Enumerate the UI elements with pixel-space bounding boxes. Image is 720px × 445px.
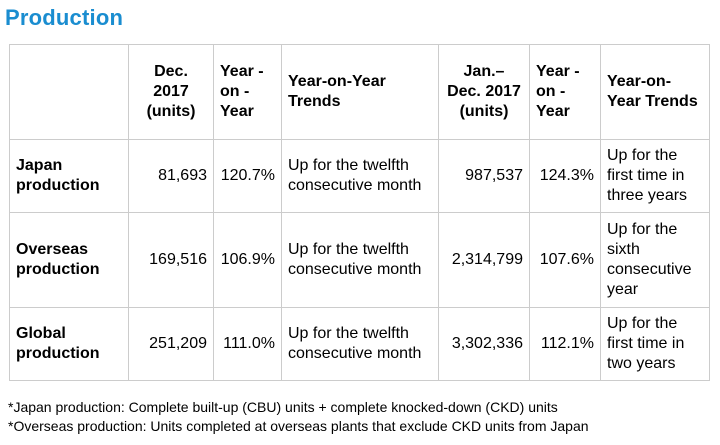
- ytd-trend-cell: Up for the sixth consecutive year: [601, 213, 710, 308]
- header-dec-yoy: Year -on -Year: [214, 45, 282, 140]
- header-ytd-trend: Year-on- Year Trends: [601, 45, 710, 140]
- ytd-trend-cell: Up for the first time in three years: [601, 140, 710, 213]
- footnote-japan: *Japan production: Complete built-up (CBU) units + complete knocked-down (CKD) units: [8, 399, 558, 415]
- ytd-units-cell: 987,537: [439, 140, 530, 213]
- table-row: [10, 308, 710, 381]
- ytd-yoy-cell: 107.6%: [530, 213, 601, 308]
- dec-trend-cell: Up for the twelfth consecutive month: [282, 213, 439, 308]
- header-dec-trend: Year-on-Year Trends: [282, 45, 439, 140]
- row-label: Overseas production: [10, 213, 129, 308]
- dec-yoy-cell: 106.9%: [214, 213, 282, 308]
- dec-units-cell: 169,516: [129, 213, 214, 308]
- dec-yoy-cell: 120.7%: [214, 140, 282, 213]
- page-title: Production: [5, 5, 124, 30]
- ytd-units-cell: 2,314,799: [439, 213, 530, 308]
- production-table: [9, 44, 710, 381]
- dec-trend-cell: Up for the twelfth consecutive month: [282, 308, 439, 381]
- dec-yoy-cell: 111.0%: [214, 308, 282, 381]
- table-row: [10, 140, 710, 213]
- ytd-trend-cell: Up for the first time in two years: [601, 308, 710, 381]
- header-ytd-units: Jan.– Dec. 2017 (units): [439, 45, 530, 140]
- header-ytd-yoy: Year -on -Year: [530, 45, 601, 140]
- header-dec-units: Dec. 2017 (units): [129, 45, 214, 140]
- row-label: Japan production: [10, 140, 129, 213]
- footnote-overseas: *Overseas production: Units completed at overseas plants that exclude CKD units from Japan: [8, 418, 589, 434]
- row-label: Global production: [10, 308, 129, 381]
- dec-units-cell: 251,209: [129, 308, 214, 381]
- ytd-yoy-cell: 124.3%: [530, 140, 601, 213]
- header-cell-empty: [10, 45, 129, 140]
- dec-trend-cell: Up for the twelfth consecutive month: [282, 140, 439, 213]
- footnotes: [8, 398, 589, 436]
- table-row: [10, 213, 710, 308]
- table-header-row: [10, 45, 710, 140]
- ytd-yoy-cell: 112.1%: [530, 308, 601, 381]
- ytd-units-cell: 3,302,336: [439, 308, 530, 381]
- dec-units-cell: 81,693: [129, 140, 214, 213]
